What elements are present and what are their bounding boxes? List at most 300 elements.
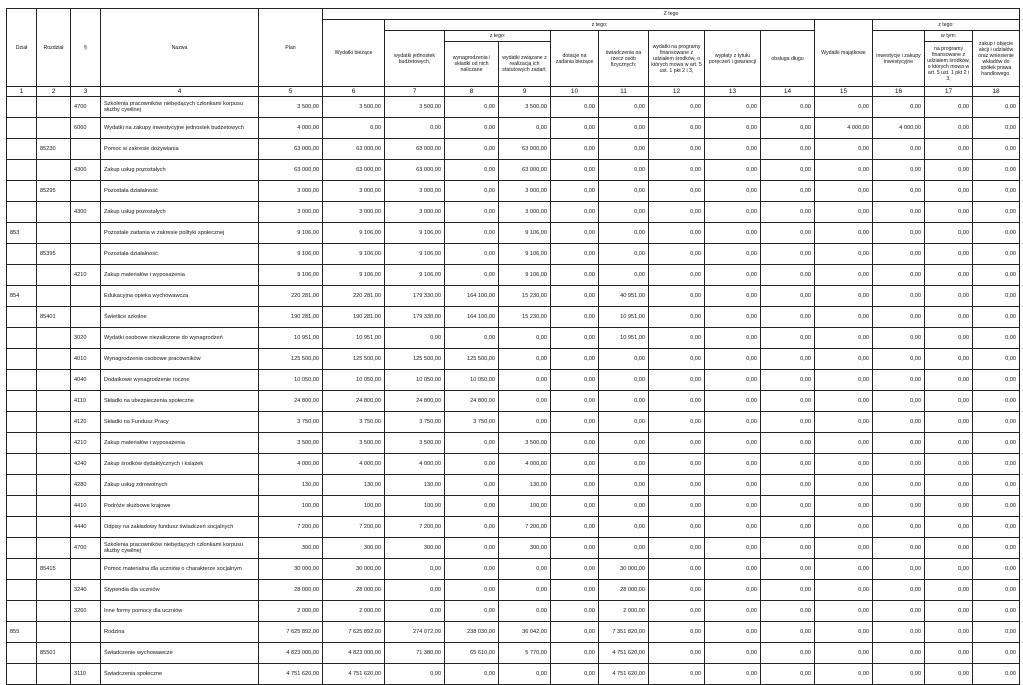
cell-value: 0,00 [599, 538, 649, 559]
cell-dzial [7, 496, 37, 517]
cell-value: 3 500,00 [385, 433, 445, 454]
cell-paragraf: 4120 [71, 412, 101, 433]
cell-value: 4 751 620,00 [599, 664, 649, 685]
cell-value: 0,00 [761, 244, 815, 265]
cell-nazwa: Zakup materiałów i wyposażenia [101, 433, 259, 454]
cell-value: 0,00 [649, 643, 705, 664]
cell-value: 0,00 [705, 517, 761, 538]
cell-value: 0,00 [873, 559, 925, 580]
cell-value: 0,00 [761, 181, 815, 202]
cell-value: 0,00 [445, 118, 499, 139]
cell-value: 4 000,00 [873, 118, 925, 139]
cell-value: 130,00 [385, 475, 445, 496]
cell-rozdzial [37, 160, 71, 181]
cell-value: 179 330,00 [385, 286, 445, 307]
cell-nazwa: Zakup środków dydaktycznych i książek [101, 454, 259, 475]
cell-value: 30 000,00 [259, 559, 323, 580]
table-row [7, 181, 1020, 202]
cell-value: 0,00 [873, 265, 925, 286]
cell-dzial [7, 328, 37, 349]
cell-value: 0,00 [551, 97, 599, 118]
cell-nazwa: Świetlice szkolne [101, 307, 259, 328]
header-wydatki-majatkowe: Wydatki majątkowe [815, 20, 873, 87]
cell-value: 4 000,00 [385, 454, 445, 475]
cell-value: 3 500,00 [499, 97, 551, 118]
cell-value: 0,00 [761, 118, 815, 139]
cell-value: 0,00 [973, 412, 1020, 433]
cell-value: 0,00 [761, 370, 815, 391]
cell-value: 0,00 [973, 181, 1020, 202]
cell-value: 0,00 [445, 580, 499, 601]
cell-value: 7 625 892,00 [323, 622, 385, 643]
cell-value: 0,00 [973, 202, 1020, 223]
cell-value: 28 000,00 [599, 580, 649, 601]
column-index: 12 [649, 87, 705, 97]
cell-rozdzial [37, 118, 71, 139]
cell-nazwa: Podróże służbowe krajowe [101, 496, 259, 517]
cell-value: 0,00 [599, 181, 649, 202]
cell-dzial [7, 412, 37, 433]
cell-value: 0,00 [815, 223, 873, 244]
cell-value: 0,00 [873, 622, 925, 643]
cell-value: 3 000,00 [323, 202, 385, 223]
cell-value: 0,00 [761, 223, 815, 244]
cell-value: 300,00 [385, 538, 445, 559]
cell-value: 0,00 [705, 118, 761, 139]
cell-value: 0,00 [599, 244, 649, 265]
cell-value: 0,00 [761, 307, 815, 328]
cell-nazwa: Pozostała działalność [101, 181, 259, 202]
cell-paragraf: 4300 [71, 160, 101, 181]
column-index: 9 [499, 87, 551, 97]
table-row [7, 496, 1020, 517]
cell-value: 0,00 [385, 118, 445, 139]
cell-value: 100,00 [499, 496, 551, 517]
cell-value: 0,00 [973, 664, 1020, 685]
cell-value: 3 000,00 [385, 181, 445, 202]
cell-paragraf: 4700 [71, 538, 101, 559]
cell-value: 0,00 [649, 412, 705, 433]
cell-value: 300,00 [323, 538, 385, 559]
header-nazwa: Nazwa [101, 9, 259, 87]
table-row [7, 433, 1020, 454]
cell-value: 0,00 [761, 160, 815, 181]
cell-value: 0,00 [925, 433, 973, 454]
cell-value: 0,00 [761, 496, 815, 517]
header-wydatki-biezace: Wydatki bieżące [323, 20, 385, 87]
cell-dzial [7, 580, 37, 601]
cell-value: 0,00 [551, 328, 599, 349]
header-swiadczenia: świadczenia na rzecz osób fizycznych; [599, 31, 649, 87]
cell-value: 0,00 [649, 664, 705, 685]
cell-value: 0,00 [815, 559, 873, 580]
cell-value: 4 823 000,00 [259, 643, 323, 664]
cell-value: 0,00 [815, 265, 873, 286]
cell-value: 0,00 [815, 475, 873, 496]
cell-value: 0,00 [649, 202, 705, 223]
cell-value: 0,00 [705, 538, 761, 559]
table-row [7, 580, 1020, 601]
cell-value: 24 800,00 [385, 391, 445, 412]
cell-value: 71 380,00 [385, 643, 445, 664]
cell-nazwa: Szkolenia pracowników niebędących członkami korpusu służby cywilnej [101, 97, 259, 118]
cell-value: 0,00 [705, 412, 761, 433]
cell-value: 0,00 [705, 622, 761, 643]
cell-value: 0,00 [973, 580, 1020, 601]
cell-value: 0,00 [761, 601, 815, 622]
cell-value: 0,00 [761, 538, 815, 559]
cell-value: 0,00 [599, 118, 649, 139]
cell-value: 10 050,00 [259, 370, 323, 391]
cell-value: 0,00 [925, 412, 973, 433]
cell-value: 0,00 [705, 307, 761, 328]
cell-paragraf: 3110 [71, 664, 101, 685]
cell-dzial [7, 160, 37, 181]
cell-dzial [7, 181, 37, 202]
cell-dzial [7, 559, 37, 580]
cell-value: 0,00 [873, 601, 925, 622]
cell-value: 0,00 [705, 244, 761, 265]
cell-value: 63 000,00 [499, 139, 551, 160]
cell-value: 2 000,00 [599, 601, 649, 622]
cell-value: 3 000,00 [499, 202, 551, 223]
cell-value: 9 106,00 [323, 265, 385, 286]
cell-paragraf [71, 223, 101, 244]
cell-value: 0,00 [761, 622, 815, 643]
header-w-tym: w tym: [925, 31, 973, 42]
cell-value: 100,00 [385, 496, 445, 517]
cell-value: 63 000,00 [385, 160, 445, 181]
cell-dzial [7, 265, 37, 286]
header-wydatki-jednostek: wydatki jednostek budżetowych, [385, 31, 445, 87]
cell-value: 10 951,00 [599, 328, 649, 349]
cell-value: 0,00 [973, 328, 1020, 349]
cell-value: 0,00 [649, 454, 705, 475]
cell-value: 0,00 [925, 601, 973, 622]
cell-value: 0,00 [551, 412, 599, 433]
cell-value: 2 000,00 [259, 601, 323, 622]
cell-value: 0,00 [925, 391, 973, 412]
cell-value: 0,00 [925, 286, 973, 307]
cell-value: 0,00 [705, 370, 761, 391]
cell-nazwa: Pozostała działalność [101, 244, 259, 265]
cell-value: 0,00 [551, 223, 599, 244]
cell-value: 0,00 [761, 328, 815, 349]
cell-value: 0,00 [649, 118, 705, 139]
cell-dzial [7, 517, 37, 538]
cell-value: 0,00 [649, 139, 705, 160]
cell-value: 9 106,00 [259, 244, 323, 265]
cell-value: 274 072,00 [385, 622, 445, 643]
cell-value: 0,00 [649, 496, 705, 517]
cell-value: 3 000,00 [385, 202, 445, 223]
cell-value: 0,00 [499, 118, 551, 139]
cell-nazwa: Rodzina [101, 622, 259, 643]
cell-value: 0,00 [599, 160, 649, 181]
cell-nazwa: Zakup usług pozostałych [101, 202, 259, 223]
cell-rozdzial [37, 475, 71, 496]
cell-value: 5 770,00 [499, 643, 551, 664]
cell-value: 0,00 [551, 664, 599, 685]
cell-value: 10 050,00 [445, 370, 499, 391]
cell-value: 28 000,00 [323, 580, 385, 601]
cell-value: 0,00 [649, 181, 705, 202]
cell-dzial: 854 [7, 286, 37, 307]
cell-value: 0,00 [323, 118, 385, 139]
cell-value: 0,00 [445, 433, 499, 454]
cell-value: 0,00 [445, 202, 499, 223]
cell-paragraf: 4410 [71, 496, 101, 517]
cell-value: 0,00 [873, 538, 925, 559]
cell-value: 0,00 [761, 433, 815, 454]
cell-value: 190 281,00 [323, 307, 385, 328]
cell-value: 9 106,00 [323, 223, 385, 244]
column-index: 16 [873, 87, 925, 97]
table-row [7, 265, 1020, 286]
cell-value: 0,00 [445, 328, 499, 349]
cell-nazwa: Pomoc materialna dla uczniów o charakterze socjalnym [101, 559, 259, 580]
cell-value: 0,00 [873, 433, 925, 454]
cell-nazwa: Świadczenia społeczne [101, 664, 259, 685]
cell-rozdzial [37, 454, 71, 475]
cell-value: 0,00 [705, 97, 761, 118]
cell-paragraf [71, 643, 101, 664]
column-index: 5 [259, 87, 323, 97]
table-row [7, 349, 1020, 370]
cell-dzial [7, 139, 37, 160]
cell-value: 10 050,00 [323, 370, 385, 391]
cell-rozdzial [37, 538, 71, 559]
cell-value: 125 500,00 [445, 349, 499, 370]
cell-paragraf: 4440 [71, 517, 101, 538]
cell-value: 164 100,00 [445, 307, 499, 328]
cell-dzial [7, 454, 37, 475]
cell-value: 3 500,00 [499, 433, 551, 454]
cell-value: 238 030,00 [445, 622, 499, 643]
cell-value: 0,00 [551, 160, 599, 181]
cell-value: 130,00 [499, 475, 551, 496]
cell-value: 0,00 [873, 454, 925, 475]
header-column-index-row [7, 87, 1020, 97]
cell-value: 0,00 [445, 559, 499, 580]
cell-value: 36 042,00 [499, 622, 551, 643]
cell-nazwa: Inne formy pomocy dla uczniów [101, 601, 259, 622]
cell-value: 0,00 [815, 160, 873, 181]
cell-value: 0,00 [551, 517, 599, 538]
cell-value: 0,00 [551, 580, 599, 601]
cell-value: 0,00 [815, 580, 873, 601]
cell-value: 0,00 [445, 496, 499, 517]
cell-value: 0,00 [973, 601, 1020, 622]
cell-value: 0,00 [551, 538, 599, 559]
cell-paragraf: 4240 [71, 454, 101, 475]
cell-value: 3 500,00 [323, 97, 385, 118]
cell-value: 0,00 [815, 328, 873, 349]
cell-value: 0,00 [385, 328, 445, 349]
cell-value: 0,00 [649, 97, 705, 118]
cell-value: 0,00 [705, 559, 761, 580]
table-row [7, 622, 1020, 643]
cell-value: 0,00 [385, 559, 445, 580]
cell-value: 0,00 [815, 622, 873, 643]
cell-paragraf: 4010 [71, 349, 101, 370]
cell-paragraf [71, 181, 101, 202]
cell-value: 0,00 [499, 559, 551, 580]
cell-rozdzial [37, 433, 71, 454]
cell-value: 0,00 [761, 412, 815, 433]
cell-value: 0,00 [873, 475, 925, 496]
cell-value: 0,00 [649, 160, 705, 181]
cell-value: 0,00 [649, 475, 705, 496]
cell-value: 0,00 [761, 517, 815, 538]
cell-value: 0,00 [925, 97, 973, 118]
header-dotacje: dotacje na zadania bieżące [551, 31, 599, 87]
cell-value: 65 610,00 [445, 643, 499, 664]
header-poreczenia: wypłaty z tytułu poręczeń i gwarancji [705, 31, 761, 87]
cell-value: 0,00 [705, 496, 761, 517]
cell-rozdzial [37, 412, 71, 433]
cell-paragraf: 4280 [71, 475, 101, 496]
cell-paragraf: 4210 [71, 265, 101, 286]
cell-value: 0,00 [499, 580, 551, 601]
table-row [7, 412, 1020, 433]
cell-dzial [7, 370, 37, 391]
cell-value: 10 050,00 [385, 370, 445, 391]
cell-rozdzial: 85415 [37, 559, 71, 580]
cell-value: 40 951,00 [599, 286, 649, 307]
cell-value: 0,00 [973, 118, 1020, 139]
cell-value: 0,00 [815, 601, 873, 622]
cell-value: 0,00 [973, 475, 1020, 496]
cell-value: 0,00 [761, 664, 815, 685]
table-row [7, 223, 1020, 244]
cell-value: 9 106,00 [385, 265, 445, 286]
cell-value: 0,00 [925, 559, 973, 580]
cell-value: 7 200,00 [259, 517, 323, 538]
cell-value: 0,00 [705, 664, 761, 685]
cell-value: 0,00 [815, 538, 873, 559]
cell-value: 63 000,00 [499, 160, 551, 181]
header-akcje: zakup i objęcie akcji i udziałów oraz wniesienie wkładów do spółek prawa handlowego. [973, 31, 1020, 87]
cell-nazwa: Wynagrodzenia osobowe pracowników [101, 349, 259, 370]
cell-value: 0,00 [705, 475, 761, 496]
cell-value: 0,00 [649, 328, 705, 349]
cell-value: 0,00 [973, 244, 1020, 265]
cell-value: 0,00 [761, 97, 815, 118]
cell-dzial [7, 601, 37, 622]
header-obsluga-dlugu: obsługa długu [761, 31, 815, 87]
cell-rozdzial [37, 517, 71, 538]
column-index: 2 [37, 87, 71, 97]
column-index: 15 [815, 87, 873, 97]
cell-value: 0,00 [599, 349, 649, 370]
cell-nazwa: Wydatki na zakupy inwestycyjne jednostek budżetowych [101, 118, 259, 139]
cell-value: 0,00 [815, 412, 873, 433]
cell-dzial: 853 [7, 223, 37, 244]
cell-nazwa: Pomoc w zakresie dożywiania [101, 139, 259, 160]
cell-value: 0,00 [499, 412, 551, 433]
cell-nazwa: Zakup materiałów i wyposażenia [101, 265, 259, 286]
cell-value: 0,00 [385, 580, 445, 601]
cell-value: 0,00 [705, 391, 761, 412]
cell-value: 0,00 [599, 475, 649, 496]
cell-value: 100,00 [259, 496, 323, 517]
cell-value: 0,00 [815, 517, 873, 538]
cell-nazwa: Zakup usług pozostałych [101, 160, 259, 181]
cell-nazwa: Szkolenia pracowników niebędących członkami korpusu służby cywilnej [101, 538, 259, 559]
cell-value: 0,00 [551, 622, 599, 643]
cell-dzial [7, 244, 37, 265]
table-row [7, 643, 1020, 664]
cell-value: 0,00 [973, 622, 1020, 643]
cell-paragraf: 4700 [71, 97, 101, 118]
table-header [7, 9, 1020, 97]
cell-value: 0,00 [649, 265, 705, 286]
header-wynagrodzenia: wynagrodzenia i składki od nich naliczane [445, 42, 499, 87]
cell-rozdzial [37, 286, 71, 307]
cell-rozdzial [37, 370, 71, 391]
cell-value: 24 800,00 [445, 391, 499, 412]
cell-value: 0,00 [815, 307, 873, 328]
cell-nazwa: Wydatki osobowe niezaliczone do wynagrodzeń [101, 328, 259, 349]
cell-value: 0,00 [761, 286, 815, 307]
cell-value: 0,00 [551, 139, 599, 160]
cell-value: 0,00 [551, 433, 599, 454]
cell-nazwa: Składki na Fundusz Pracy [101, 412, 259, 433]
cell-value: 3 500,00 [259, 97, 323, 118]
cell-value: 0,00 [925, 622, 973, 643]
cell-value: 63 000,00 [323, 139, 385, 160]
table-row [7, 517, 1020, 538]
cell-value: 0,00 [873, 328, 925, 349]
column-index: 14 [761, 87, 815, 97]
cell-dzial: 855 [7, 622, 37, 643]
cell-value: 10 951,00 [599, 307, 649, 328]
cell-value: 0,00 [649, 391, 705, 412]
column-index: 4 [101, 87, 259, 97]
header-inwestycje: inwestycje i zakupy inwestycyjne [873, 31, 925, 87]
cell-value: 7 200,00 [499, 517, 551, 538]
cell-value: 0,00 [925, 118, 973, 139]
cell-value: 220 281,00 [323, 286, 385, 307]
cell-nazwa: Odpisy na zakładowy fundusz świadczeń socjalnych [101, 517, 259, 538]
cell-value: 0,00 [973, 349, 1020, 370]
cell-value: 0,00 [873, 244, 925, 265]
cell-value: 9 106,00 [385, 223, 445, 244]
cell-value: 0,00 [649, 433, 705, 454]
cell-value: 0,00 [705, 454, 761, 475]
cell-nazwa: Świadczenie wychowawcze [101, 643, 259, 664]
cell-value: 4 823 000,00 [323, 643, 385, 664]
cell-paragraf [71, 622, 101, 643]
cell-value: 3 750,00 [385, 412, 445, 433]
cell-value: 0,00 [445, 475, 499, 496]
table-row [7, 370, 1020, 391]
cell-value: 3 750,00 [323, 412, 385, 433]
cell-value: 3 750,00 [259, 412, 323, 433]
cell-value: 10 951,00 [323, 328, 385, 349]
cell-value: 30 000,00 [323, 559, 385, 580]
cell-value: 0,00 [705, 601, 761, 622]
header-z-tego-jednostek: z tego: [445, 31, 551, 42]
cell-rozdzial: 85401 [37, 307, 71, 328]
cell-paragraf: 4110 [71, 391, 101, 412]
header-plan: Plan [259, 9, 323, 87]
cell-value: 0,00 [925, 517, 973, 538]
cell-value: 0,00 [649, 349, 705, 370]
cell-value: 0,00 [925, 349, 973, 370]
cell-value: 0,00 [649, 517, 705, 538]
